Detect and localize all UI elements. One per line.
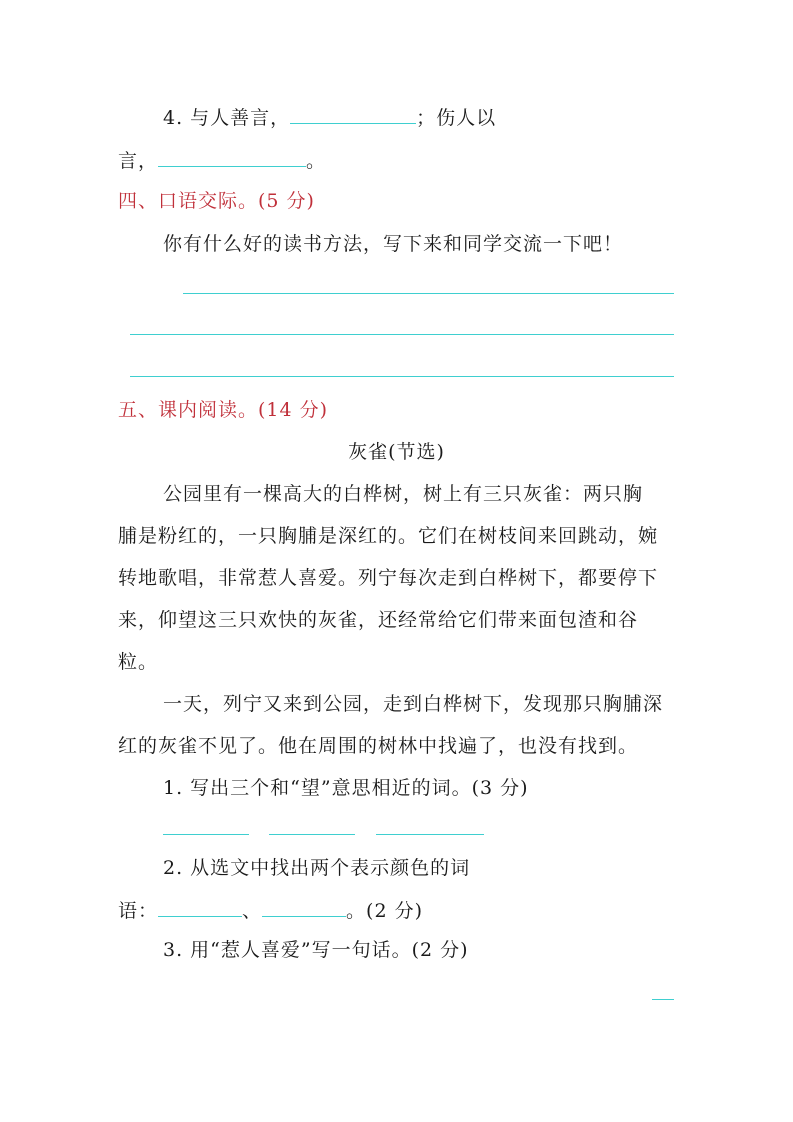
paragraph-line: 粒。: [118, 651, 159, 673]
paragraph-line: 一天，列宁又来到公园，走到白桦树下，发现那只胸脯深: [163, 693, 664, 715]
paragraph-line: 脯是粉红的，一只胸脯是深红的。它们在树枝间来回跳动，婉: [118, 525, 659, 547]
question-2-line2: [118, 898, 423, 923]
section4-heading: 四、口语交际。(5 分): [118, 190, 315, 212]
q4-answer-blank-1[interactable]: [290, 105, 416, 124]
q4-answer-blank-2[interactable]: [158, 148, 306, 167]
q3-answer-line-fragment[interactable]: [652, 999, 674, 1000]
q2-text-end: 。(2 分): [346, 900, 423, 922]
q4-text-part1: 4. 与人善言，: [163, 107, 291, 129]
paragraph-line: 转地歌唱，非常惹人喜爱。列宁每次走到白桦树下，都要停下: [118, 567, 659, 589]
q2-answer-blank-2[interactable]: [262, 898, 346, 917]
answer-line-3[interactable]: [130, 376, 674, 377]
q2-text-prefix: 语：: [118, 900, 159, 922]
q1-answer-blank-1[interactable]: [163, 834, 249, 835]
section5-heading: 五、课内阅读。(14 分): [118, 399, 329, 421]
question-2-line1: 2. 从选文中找出两个表示颜色的词: [163, 857, 471, 879]
q2-separator: 、: [242, 900, 263, 922]
q1-answer-blank-2[interactable]: [269, 834, 355, 835]
paragraph-line: 公园里有一棵高大的白桦树，树上有三只灰雀：两只胸: [163, 483, 644, 505]
question-1: 1. 写出三个和“望”意思相近的词。(3 分): [163, 777, 529, 799]
answer-line-1[interactable]: [183, 293, 674, 294]
q2-answer-blank-1[interactable]: [158, 898, 242, 917]
q4-text-part2: ；伤人以: [416, 107, 497, 129]
answer-line-2[interactable]: [130, 334, 674, 335]
passage-title: 灰雀(节选): [348, 441, 445, 463]
paragraph-line: 来，仰望这三只欢快的灰雀，还经常给它们带来面包渣和谷: [118, 609, 639, 631]
section4-prompt: 你有什么好的读书方法，写下来和同学交流一下吧！: [163, 233, 624, 255]
question-3: 3. 用“惹人喜爱”写一句话。(2 分): [163, 939, 469, 961]
paragraph-line: 红的灰雀不见了。他在周围的树林中找遍了，也没有找到。: [118, 735, 639, 757]
q4-line1: [163, 105, 496, 130]
q4-line2: [118, 148, 326, 173]
q4-text-part4: 。: [306, 150, 327, 172]
q1-answer-blank-3[interactable]: [376, 834, 484, 835]
q4-text-part3: 言，: [118, 150, 159, 172]
